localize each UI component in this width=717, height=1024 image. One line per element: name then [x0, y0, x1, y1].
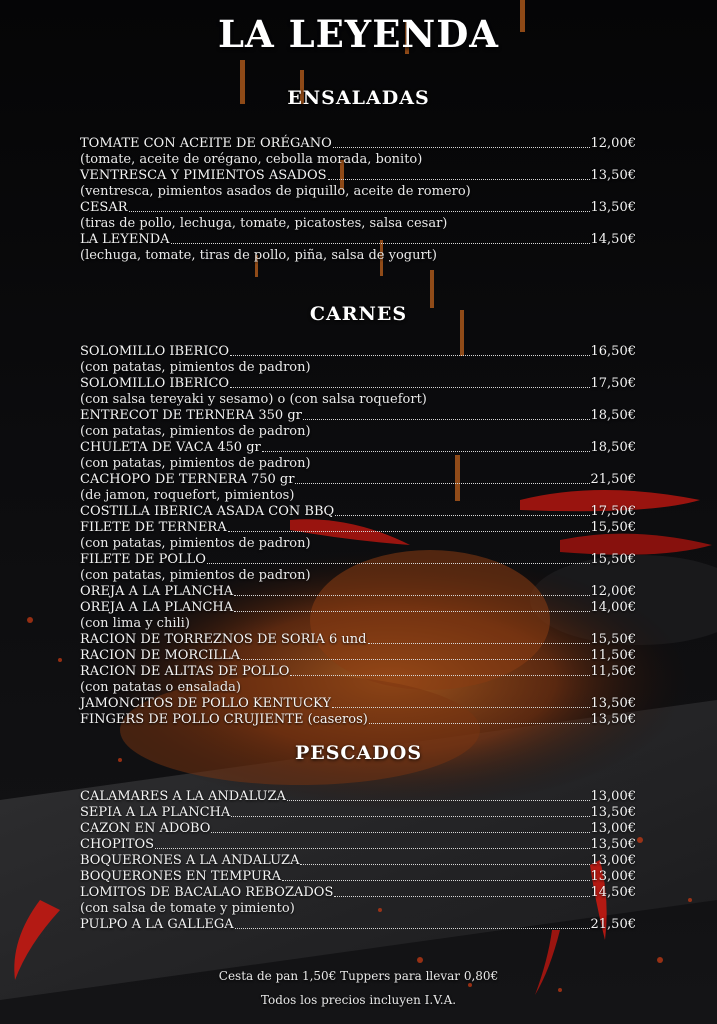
menu-item [80, 408, 636, 424]
menu-item-price: 11,50€ [590, 664, 636, 679]
menu-item [80, 344, 636, 360]
menu-item-name: PULPO A LA GALLEGA [80, 917, 234, 932]
menu-item-price: 14,00€ [590, 600, 636, 615]
menu-item-description: (con salsa de tomate y pimiento) [80, 901, 295, 916]
dot-leader [231, 816, 589, 817]
menu-item-name: FINGERS DE POLLO CRUJIENTE (caseros) [80, 712, 368, 727]
menu-item-name: BOQUERONES A LA ANDALUZA [80, 853, 300, 868]
menu-item-description: (con lima y chili) [80, 616, 190, 631]
dot-leader [129, 211, 590, 212]
menu-item [80, 504, 636, 520]
menu-item-description: (con patatas, pimientos de padron) [80, 536, 311, 551]
menu-item [80, 168, 636, 184]
menu-item [80, 552, 636, 568]
dot-leader [303, 419, 590, 420]
menu-item-price: 13,00€ [590, 789, 636, 804]
section-heading-carnes: CARNES [309, 303, 408, 325]
menu-item [80, 837, 636, 853]
menu-item-price: 15,50€ [590, 552, 636, 567]
menu-item-price: 13,50€ [590, 805, 636, 820]
menu-item-name: CESAR [80, 200, 128, 215]
menu-item-name: CHULETA DE VACA 450 gr [80, 440, 261, 455]
menu-item [80, 885, 636, 901]
menu-item-name: OREJA A LA PLANCHA [80, 600, 234, 615]
menu-item [80, 376, 636, 392]
menu-item [80, 853, 636, 869]
menu-item-description: (ventresca, pimientos asados de piquillo, aceite de romero) [80, 184, 471, 199]
menu-item [80, 664, 636, 680]
menu-item-description: (con salsa tereyaki y sesamo) o (con salsa roquefort) [80, 392, 427, 407]
menu-item-price: 11,50€ [590, 648, 636, 663]
menu-list-pescados [80, 789, 636, 933]
menu-item-price: 13,50€ [590, 696, 636, 711]
menu-item-name: RACION DE TORREZNOS DE SORIA 6 und [80, 632, 367, 647]
footer-bread-tuppers: Cesta de pan 1,50€ Tuppers para llevar 0,80€ [218, 969, 499, 983]
dot-leader [368, 643, 590, 644]
menu-item-name: RACION DE ALITAS DE POLLO [80, 664, 290, 679]
dot-leader [290, 675, 589, 676]
menu-item-name: LA LEYENDA [80, 232, 170, 247]
dot-leader [369, 723, 590, 724]
menu-item-price: 15,50€ [590, 632, 636, 647]
menu-list-carnes [80, 344, 636, 728]
menu-item [80, 584, 636, 600]
menu-item-description: (con patatas, pimientos de padron) [80, 568, 311, 583]
menu-item-name: SOLOMILLO IBERICO [80, 376, 230, 391]
dot-leader [332, 707, 590, 708]
dot-leader [282, 880, 589, 881]
dot-leader [287, 800, 590, 801]
menu-item-price: 13,50€ [590, 168, 636, 183]
dot-leader [171, 243, 590, 244]
menu-item-name: VENTRESCA Y PIMIENTOS ASADOS [80, 168, 327, 183]
dot-leader [207, 563, 590, 564]
menu-item [80, 472, 636, 488]
menu-item-price: 13,00€ [590, 821, 636, 836]
menu-item [80, 805, 636, 821]
menu-item-name: FILETE DE TERNERA [80, 520, 227, 535]
menu-item-price: 16,50€ [590, 344, 636, 359]
dot-leader [241, 659, 590, 660]
menu-item-name: SEPIA A LA PLANCHA [80, 805, 231, 820]
menu-item-price: 21,50€ [590, 472, 636, 487]
dot-leader [328, 179, 590, 180]
menu-item [80, 789, 636, 805]
menu-item [80, 917, 636, 933]
menu-item-name: ENTRECOT DE TERNERA 350 gr [80, 408, 302, 423]
menu-item-price: 17,50€ [590, 376, 636, 391]
menu-item-price: 13,50€ [590, 837, 636, 852]
menu-item [80, 136, 636, 152]
dot-leader [295, 483, 589, 484]
menu-item [80, 869, 636, 885]
menu-item [80, 232, 636, 248]
menu-item-price: 15,50€ [590, 520, 636, 535]
dot-leader [334, 896, 589, 897]
menu-item-price: 13,00€ [590, 853, 636, 868]
menu-item-name: SOLOMILLO IBERICO [80, 344, 230, 359]
dot-leader [234, 611, 589, 612]
menu-item-name: BOQUERONES EN TEMPURA [80, 869, 282, 884]
menu-item-description: (de jamon, roquefort, pimientos) [80, 488, 295, 503]
menu-item [80, 821, 636, 837]
menu-item-price: 12,00€ [590, 584, 636, 599]
dot-leader [228, 531, 590, 532]
menu-item-description: (con patatas, pimientos de padron) [80, 424, 311, 439]
menu-item-price: 18,50€ [590, 408, 636, 423]
menu-item [80, 440, 636, 456]
restaurant-title: LA LEYENDA [217, 12, 500, 56]
dot-leader [335, 515, 589, 516]
menu-item-price: 12,00€ [590, 136, 636, 151]
dot-leader [235, 928, 590, 929]
menu-item-description: (con patatas o ensalada) [80, 680, 242, 695]
menu-item [80, 648, 636, 664]
menu-item-price: 14,50€ [590, 885, 636, 900]
section-heading-pescados: PESCADOS [294, 742, 423, 764]
menu-item-price: 13,50€ [590, 200, 636, 215]
dot-leader [155, 848, 589, 849]
menu-item-price: 14,50€ [590, 232, 636, 247]
menu-item-name: CACHOPO DE TERNERA 750 gr [80, 472, 295, 487]
section-heading-ensaladas: ENSALADAS [287, 87, 430, 109]
menu-item-description: (con patatas, pimientos de padron) [80, 360, 311, 375]
menu-item-price: 13,00€ [590, 869, 636, 884]
dot-leader [262, 451, 590, 452]
menu-item [80, 200, 636, 216]
menu-item-name: RACION DE MORCILLA [80, 648, 240, 663]
menu-item [80, 696, 636, 712]
menu-item-name: CAZON EN ADOBO [80, 821, 211, 836]
menu-item-price: 13,50€ [590, 712, 636, 727]
menu-item-name: CALAMARES A LA ANDALUZA [80, 789, 286, 804]
dot-leader [300, 864, 589, 865]
menu-item-description: (tomate, aceite de orégano, cebolla morada, bonito) [80, 152, 423, 167]
menu-item [80, 600, 636, 616]
menu-item-description: (tiras de pollo, lechuga, tomate, picatostes, salsa cesar) [80, 216, 448, 231]
menu-item-name: FILETE DE POLLO [80, 552, 206, 567]
dot-leader [230, 355, 589, 356]
dot-leader [333, 147, 590, 148]
menu-item-price: 18,50€ [590, 440, 636, 455]
menu-item [80, 712, 636, 728]
menu-item-description: (lechuga, tomate, tiras de pollo, piña, salsa de yogurt) [80, 248, 437, 263]
menu-item [80, 632, 636, 648]
menu-item-price: 17,50€ [590, 504, 636, 519]
menu-item-name: COSTILLA IBERICA ASADA CON BBQ [80, 504, 335, 519]
dot-leader [211, 832, 589, 833]
dot-leader [234, 595, 589, 596]
menu-list-ensaladas [80, 136, 636, 264]
menu-item-description: (con patatas, pimientos de padron) [80, 456, 311, 471]
menu-item-name: TOMATE CON ACEITE DE ORÉGANO [80, 136, 332, 151]
menu-item-name: LOMITOS DE BACALAO REBOZADOS [80, 885, 334, 900]
footer-vat-note: Todos los precios incluyen I.V.A. [260, 993, 457, 1007]
dot-leader [230, 387, 589, 388]
menu-item-price: 21,50€ [590, 917, 636, 932]
menu-item [80, 520, 636, 536]
menu-item-name: OREJA A LA PLANCHA [80, 584, 234, 599]
menu-item-name: CHOPITOS [80, 837, 155, 852]
menu-item-name: JAMONCITOS DE POLLO KENTUCKY [80, 696, 331, 711]
